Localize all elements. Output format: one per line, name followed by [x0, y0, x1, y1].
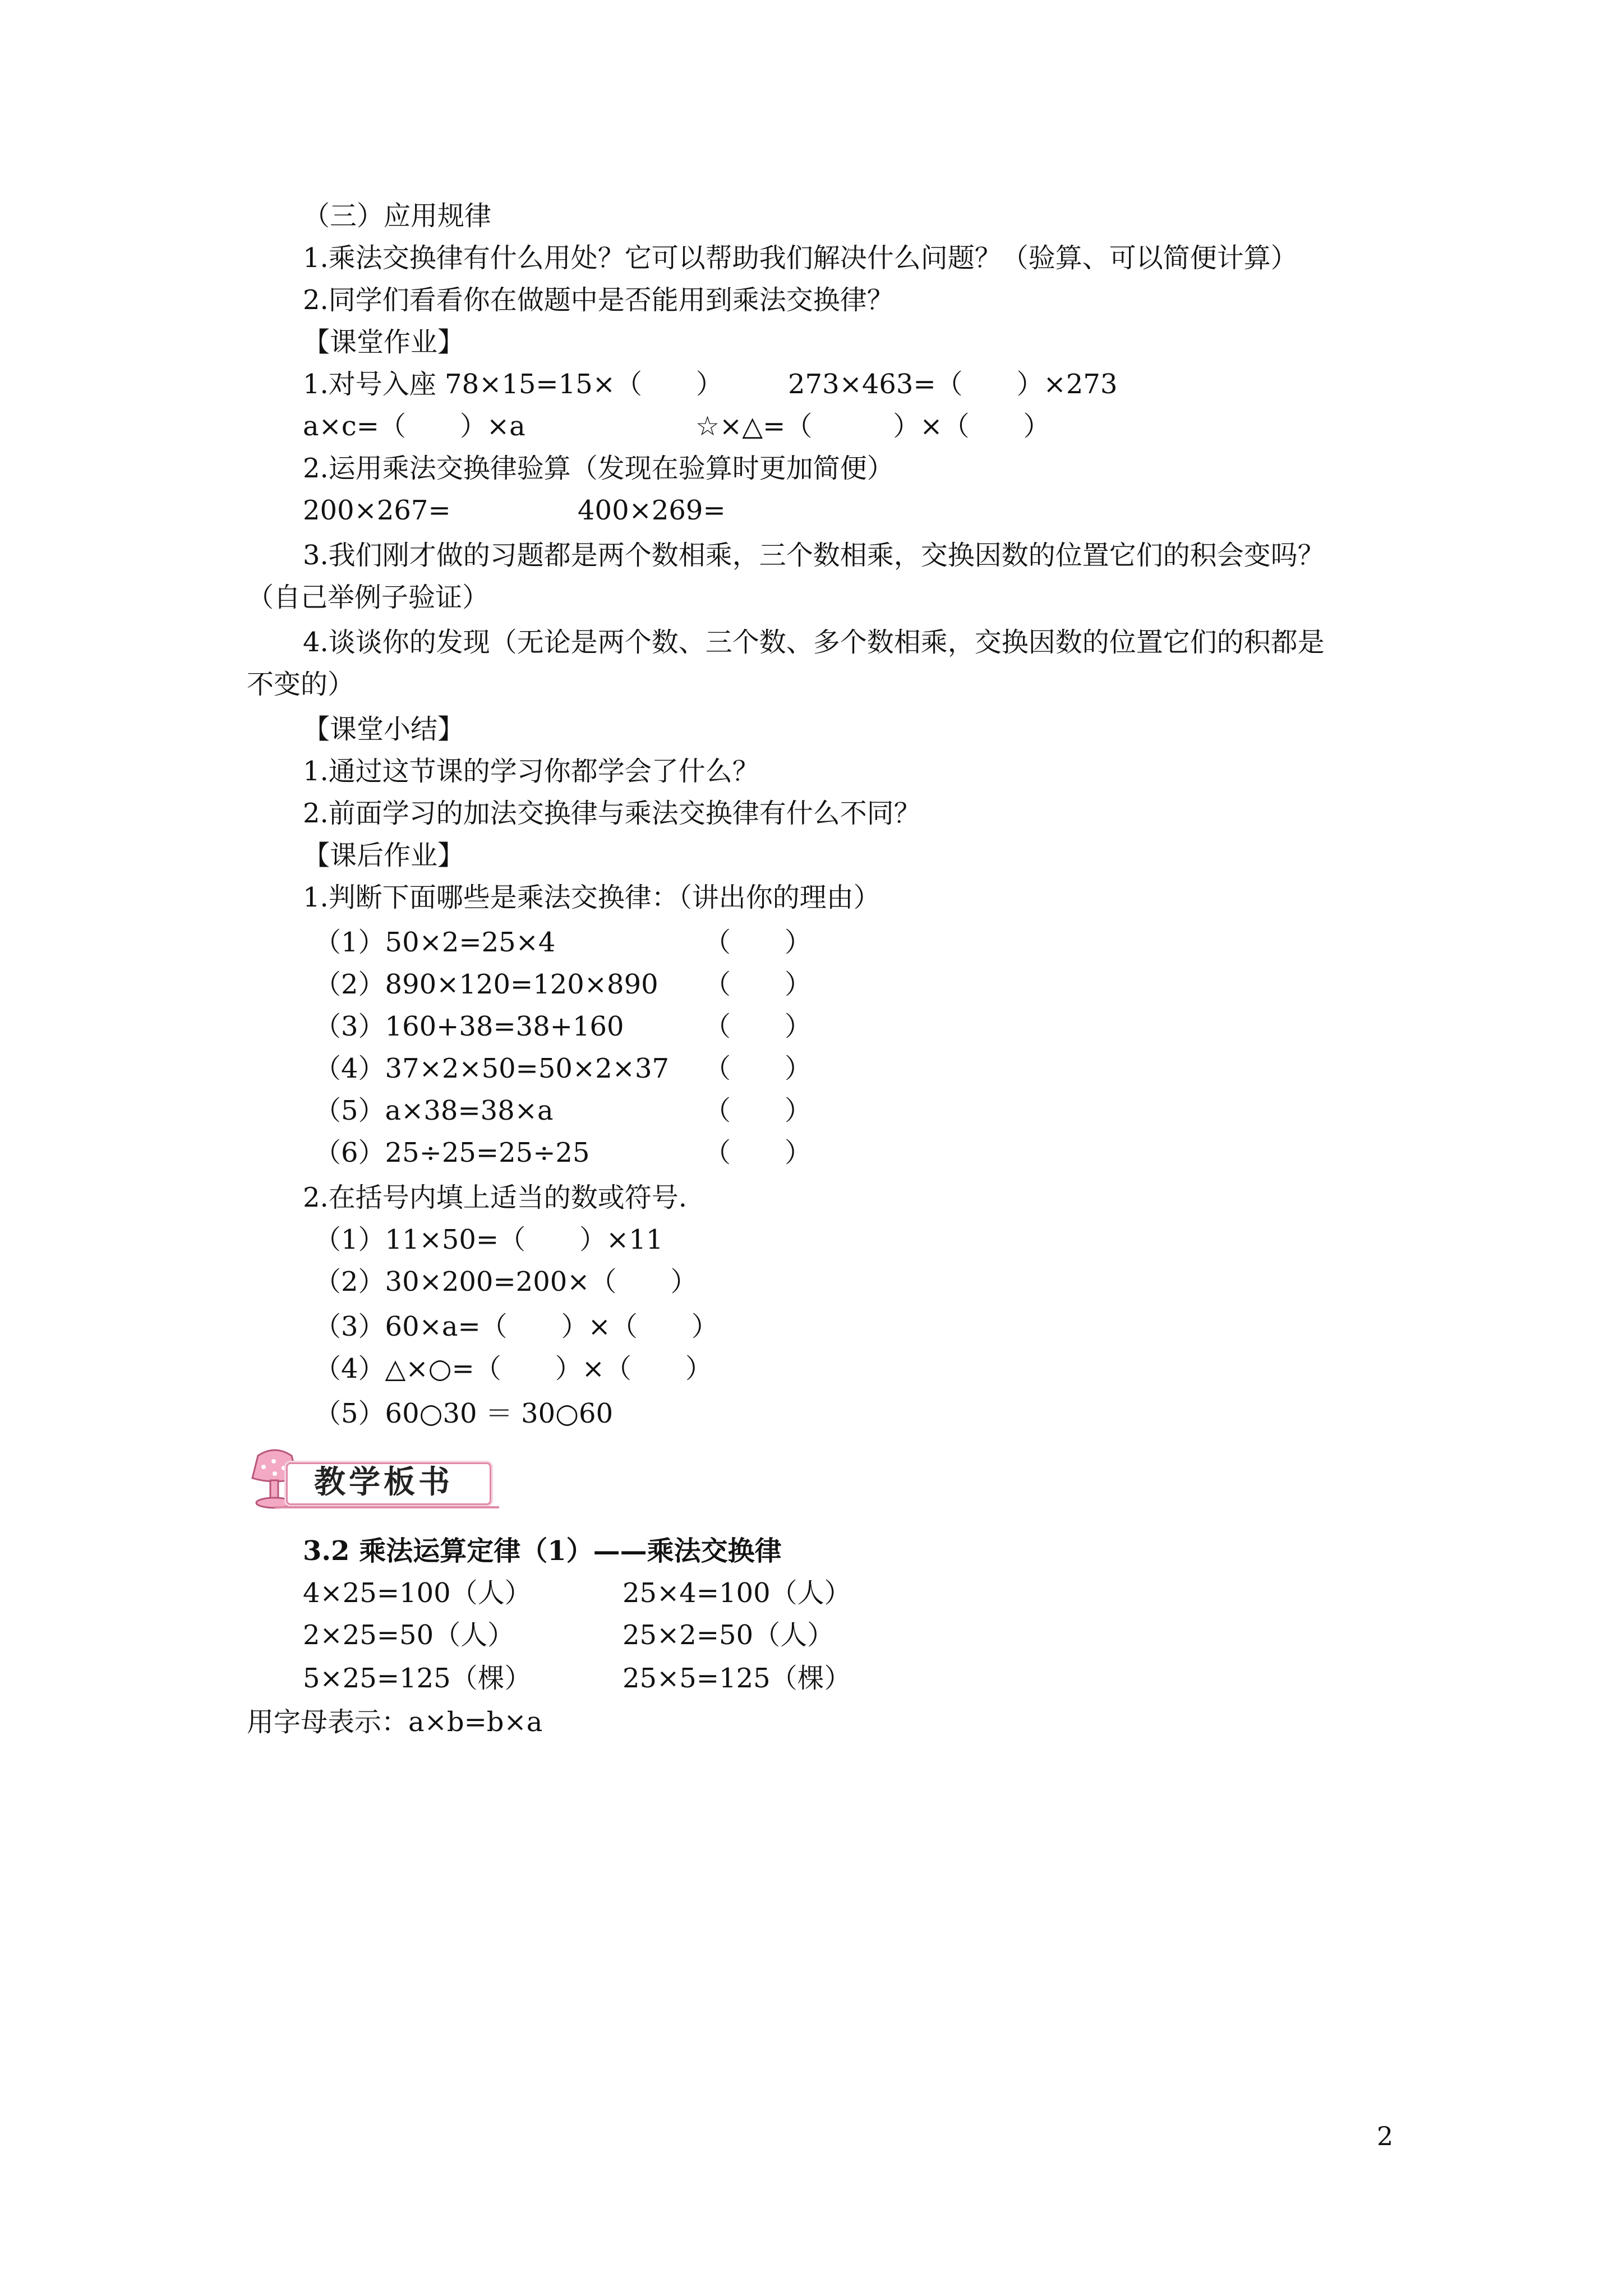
- board-row-2b: 25×2=50（人）: [623, 1619, 834, 1651]
- board-heading: 3.2 乘法运算定律（1）——乘法交换律: [303, 1535, 782, 1567]
- judge-item-1: （1）50×2=25×4: [314, 927, 556, 958]
- board-row-3b: 25×5=125（棵）: [623, 1663, 851, 1694]
- badge-title: 教学板书: [314, 1464, 453, 1501]
- judge-answer-2: （ ）: [704, 969, 812, 1000]
- fill-item-1: （1）11×50=（ ）×11: [314, 1224, 663, 1255]
- exercise-1b: 273×463=（ ）×273: [788, 369, 1118, 400]
- summary-heading: 【课堂小结】: [303, 714, 465, 745]
- exercise-1a: 1.对号入座 78×15=15×（ ）: [303, 369, 723, 400]
- question-2: 2.同学们看看你在做题中是否能用到乘法交换律？: [303, 284, 894, 316]
- exercise-1c: a×c=（ ）×a: [303, 411, 525, 442]
- judge-item-2: （2）890×120=120×890: [314, 969, 658, 1000]
- exercise-4: 4.谈谈你的发现（无论是两个数、三个数、多个数相乘，交换因数的位置它们的积都是: [303, 627, 1325, 658]
- question-1: 1.乘法交换律有什么用处？它可以帮助我们解决什么问题？（验算、可以简便计算）: [303, 242, 1298, 274]
- exercise-4-cont: 不变的）: [247, 669, 355, 700]
- homework-1: 1.判断下面哪些是乘法交换律：（讲出你的理由）: [303, 882, 880, 913]
- judge-item-6: （6）25÷25=25÷25: [314, 1137, 590, 1168]
- judge-answer-6: （ ）: [704, 1137, 812, 1168]
- judge-answer-3: （ ）: [704, 1011, 812, 1042]
- classwork-heading: 【课堂作业】: [303, 326, 465, 358]
- judge-answer-4: （ ）: [704, 1053, 812, 1084]
- fill-item-4: （4）△×○=（ ）×（ ）: [314, 1353, 712, 1384]
- summary-1: 1.通过这节课的学习你都学会了什么？: [303, 756, 759, 787]
- board-row-1b: 25×4=100（人）: [623, 1577, 851, 1609]
- homework-heading: 【课后作业】: [303, 840, 465, 871]
- fill-item-3: （3）60×a=（ ）×（ ）: [314, 1311, 718, 1342]
- exercise-3-cont: （自己举例子验证）: [247, 582, 490, 613]
- badge-underline: [275, 1506, 499, 1508]
- judge-item-4: （4）37×2×50=50×2×37: [314, 1053, 670, 1084]
- fill-item-5: （5）60○30 ＝ 30○60: [314, 1398, 614, 1429]
- board-row-3a: 5×25=125（棵）: [303, 1663, 532, 1694]
- judge-item-3: （3）160+38=38+160: [314, 1011, 624, 1042]
- judge-answer-1: （ ）: [704, 927, 812, 958]
- section-heading-apply: （三）应用规律: [303, 200, 492, 232]
- board-formula: 用字母表示：a×b=b×a: [247, 1706, 543, 1738]
- exercise-2a: 200×267=: [303, 495, 451, 526]
- exercise-3: 3.我们刚才做的习题都是两个数相乘，三个数相乘，交换因数的位置它们的积会变吗？: [303, 540, 1325, 571]
- board-row-2a: 2×25=50（人）: [303, 1619, 515, 1651]
- page-number: 2: [1377, 2121, 1394, 2151]
- homework-2: 2.在括号内填上适当的数或符号.: [303, 1182, 688, 1213]
- judge-answer-5: （ ）: [704, 1095, 812, 1126]
- exercise-2: 2.运用乘法交换律验算（发现在验算时更加简便）: [303, 453, 894, 484]
- board-writing-badge: [241, 1450, 494, 1517]
- fill-item-2: （2）30×200=200×（ ）: [314, 1266, 698, 1297]
- exercise-2b: 400×269=: [578, 495, 726, 526]
- judge-item-5: （5）a×38=38×a: [314, 1095, 554, 1126]
- board-row-1a: 4×25=100（人）: [303, 1577, 532, 1609]
- exercise-1d: ☆×△=（ ）×（ ）: [695, 411, 1050, 442]
- summary-2: 2.前面学习的加法交换律与乘法交换律有什么不同？: [303, 798, 921, 829]
